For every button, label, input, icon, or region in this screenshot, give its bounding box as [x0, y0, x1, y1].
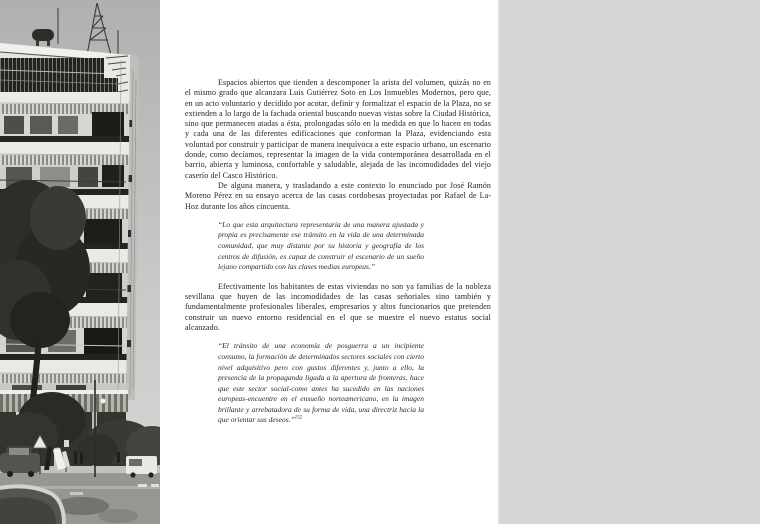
paragraph-efectivamente: Efectivamente los habitantes de estas viviendas no son ya familias de la nobleza sevillana que huyen de las incomodidades de las casas señoriales sino también y fundamentalmente profesionales liberales, empresarios y altos funcionarios que pretenden construir un nuevo entorno residencial en el que se muestre el nuevo estatus social alcanzado.: [185, 281, 491, 333]
building-photo-illustration: [0, 0, 160, 524]
footnote-reference: 152: [294, 415, 303, 421]
right-backdrop-panel: [498, 0, 760, 524]
paragraph-de-alguna-manera: De alguna manera, y trasladando a este contexto lo enunciado por José Ramón Moreno Pérez en su ensayo acerca de las casas cordobesas proyectadas por Rafael de La-Hoz durante los años cincuenta.: [185, 180, 491, 211]
paragraph-espacios-abiertos: Espacios abiertos que tienden a descomponer la arista del volumen, quizás no en el mismo grado que alcanzara Luis Gutiérrez Soto en Los Inmuebles Modernos, pero que, en un acto voluntario y decidido por acotar, definir y formalizar el espacio de la Plaza, no se extienden a lo largo de la fachada oriental buscando nuevas vistas sobre la Ciudad Histórica, sino que permanecen atadas a ésta, prolongadas sólo en la medida en que lo hacen en todas y cada una de las diferentes edificaciones que conforman la Plaza, evidenciando esta voluntad por construir y participar de manera inequívoca a este espacio urbano, un escenario donde, como decíamos, representar la imagen de la vida contemporánea desarrollada en el barrio, abierta y luminosa, confortable y saludable, alejada de las incomodidades del viejo caserío del Casco Histórico.: [185, 78, 491, 180]
quote-transito-economia: [218, 341, 424, 426]
quote-transito-economia-text: “El tránsito de una economía de posguerra a un incipiente consumo, la formación de determinados sectores sociales con cierto nivel adquisitivo pero con gustos diferentes y, junto a ello, la presencia de la propaganda ligada a la apertura de fronteras, hace que este sector social-como antes ha sucedido en las naciones europeas-encuentre en el ensueño norteamericano, en la imagen brillante y arrebatadora de su forma de vida, una directriz hacia la que orientar sus deseos.”: [218, 341, 424, 425]
page-text-column: [185, 78, 491, 435]
building-photo: [0, 0, 160, 524]
lamp-icon: [101, 399, 106, 404]
quote-moreno-perez-text: “Lo que esta arquitectura representaría de una manera ajustada y propia es precisamente ese tránsito en la vida de una determinada comunidad, que muy distante por su historia y geografía de los centros de difusión, es capaz de construir el escenario de un sueño lejano compartido con las clases medias europeas.”: [218, 219, 424, 272]
floor-band-1: [0, 104, 130, 155]
quote-moreno-perez: [218, 220, 424, 273]
